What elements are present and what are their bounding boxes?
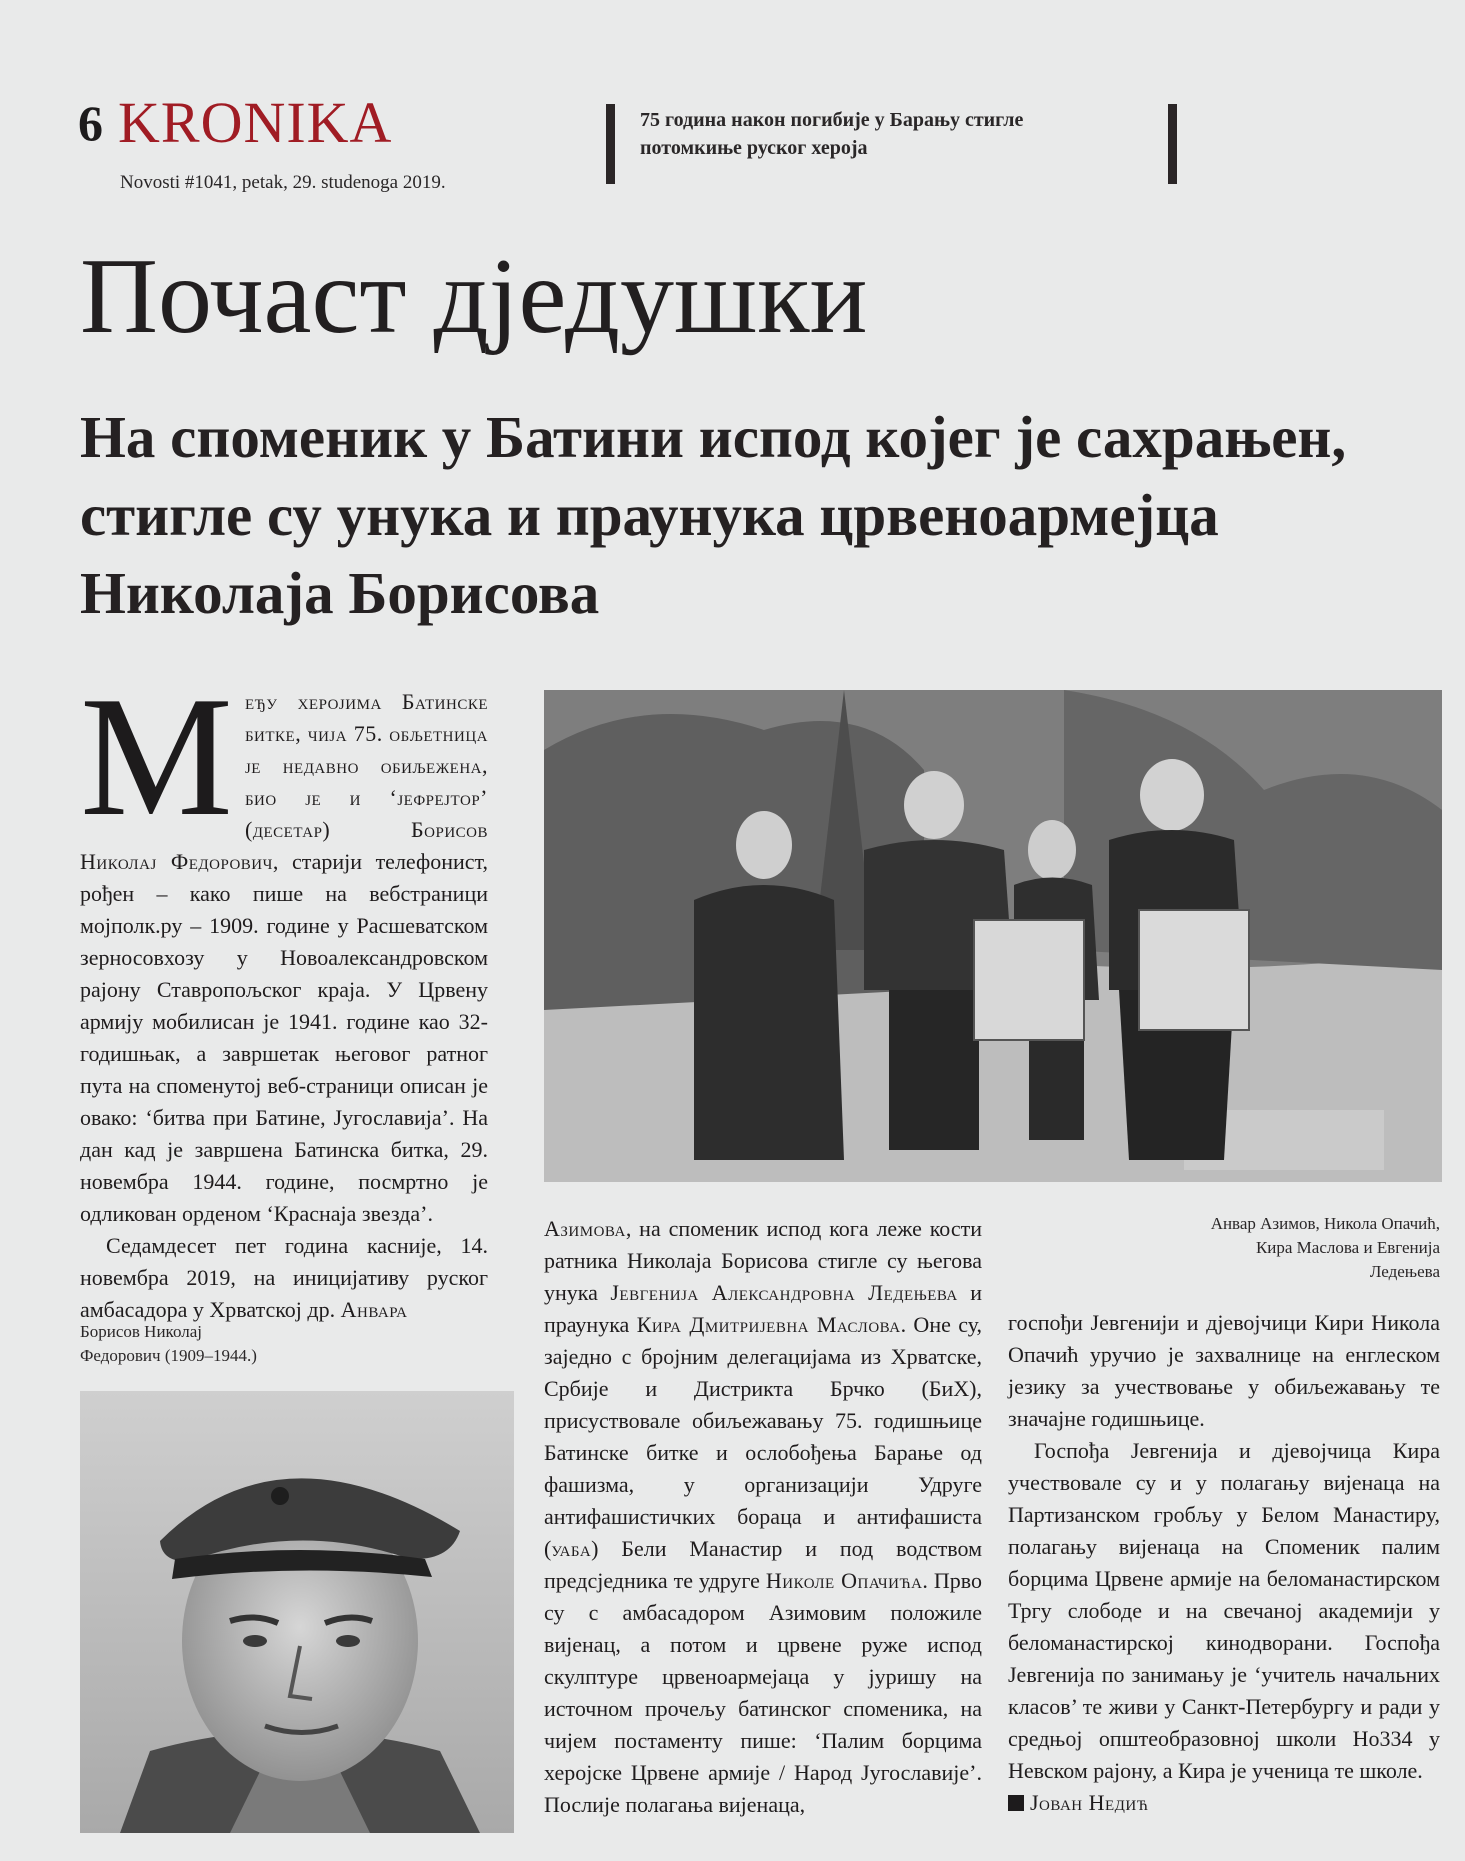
page-number: 6 — [78, 95, 103, 151]
teaser-line-2: потомкиње руског хероја — [640, 137, 868, 159]
person-name: Јевгенија Александровна Ледењева — [610, 1280, 958, 1305]
subheadline: На споменик у Батини испод којег је сахрањен, стигле су унука и праунука црвеноармејца Николаја Борисова — [80, 404, 1347, 626]
teaser-line-1: 75 година након погибије у Барању стигле — [640, 109, 1024, 131]
byline-square-icon — [1008, 1795, 1024, 1811]
group-photo-caption: Анвар Азимов, Никола Опачић, Кира Маслова и Евгенија Ледењева — [1210, 1214, 1440, 1281]
person-name: Борисов Николај Федорович — [80, 817, 488, 874]
paragraph-2 — [80, 1230, 488, 1326]
person-name: Николе Опачића — [765, 1568, 923, 1593]
column-2 — [544, 1213, 982, 1821]
portrait-caption-line-1: Борисов Николај — [80, 1322, 202, 1341]
paragraph-4: госпођи Јевгенији и дјевојчици Кири Никола Опачић уручио је захвалнице на енглеском језику за учествовање у обиљежавању те значајне годишњице. — [1008, 1310, 1440, 1431]
paragraph-5: Госпођа Јевгенија и дјевојчица Кира учествовале су и у полагању вијенаца на Партизанском гробљу у Белом Манастиру, полагању вијенаца на Споменик палим борцима Црвене армије на беломанастирском Тргу слободе и на свечаној академији у беломанастирској кинодворани. Госпођа Јевгенија по занимању је ‘учитель начальних класов’ те живи у Санкт-Петербургу и ради у средњој општеобразовној школи Но334 у Невском рајону, а Кира је ученица те школе. — [1008, 1438, 1440, 1783]
body-text: и праунука — [544, 1280, 982, 1337]
body-text: Седамдесет пет година касније, 14. новембра 2019, на иницијативу руског амбасадора у Хрватској др. — [80, 1233, 488, 1322]
paragraph-3 — [544, 1213, 982, 1821]
teaser — [640, 106, 1160, 162]
teaser-bar-right — [1168, 104, 1177, 184]
group-photo-image — [544, 690, 1442, 1182]
paragraph-1 — [80, 662, 488, 1230]
teaser-bar-left — [606, 104, 615, 184]
body-text: , на споменик испод кога леже кости ратника Николаја Борисова стигле су његова унука — [544, 1216, 982, 1305]
column-3 — [1008, 1307, 1440, 1819]
person-name: Анвара — [340, 1297, 408, 1322]
person-name: Азимова — [544, 1216, 626, 1241]
byline — [1008, 1787, 1440, 1819]
portrait-image — [80, 1391, 514, 1833]
abbreviation: уаба — [551, 1536, 592, 1561]
column-1 — [80, 662, 488, 1326]
portrait-caption — [80, 1320, 380, 1368]
person-name: Кира Дмитријевна Маслова — [636, 1312, 901, 1337]
lead-text: еђу херојима Батинске битке, чија 75. обљетница је недавно обиљежена, био је и ‘јефрејтор’ (десетар) — [244, 689, 488, 842]
dropcap: М — [80, 662, 233, 852]
portrait-caption-line-2: Федорович (1909–1944.) — [80, 1346, 257, 1365]
body-text: ) Бели Манастир и под водством предсједника те удруге — [544, 1536, 982, 1593]
headline: Почаст дједушки — [80, 237, 868, 356]
body-text: , старији телефонист, рођен – како пише на вебстраници мојполк.ру – 1909. године у Расшеватском зерносовхозу у Новоалександровском рајону Ставропољског краја. У Црвену армију мобилисан је 1941. године као 32-годишњак, а завршетак његовог ратног пута на споменутој веб-страници описан је овако: ‘битва при Батине, Југославија’. На дан кад је завршена Батинска битка, 29. новембра 1944. године, посмртно је одликован орденом ‘Краснаја звезда’. — [80, 849, 488, 1226]
group-photo — [544, 690, 1442, 1182]
section-title: KRONIKA — [118, 90, 393, 155]
body-text: . Оне су, заједно с бројним делегацијама из Хрватске, Србије и Дистрикта Брчко (БиХ), присуствовале обиљежавању 75. годишњице Батинске битке и ослобођења Барање од фашизма, у организацији Удруге антифашистичких бораца и антифашиста ( — [544, 1312, 982, 1561]
portrait-photo — [80, 1391, 514, 1833]
author-name: Јован Недић — [1030, 1790, 1149, 1815]
body-text: . Прво су с амбасадором Азимовим положиле вијенац, а потом и црвене руже испод скулптуре црвеноармејаца у јуришу на источном прочељу батинског споменика, на чијем постаменту пише: ‘Палим борцима херојске Црвене армије / Народ Југославије’. Послије полагања вијенаца, — [544, 1568, 982, 1817]
issue-date: Novosti #1041, petak, 29. studenoga 2019. — [120, 172, 446, 193]
